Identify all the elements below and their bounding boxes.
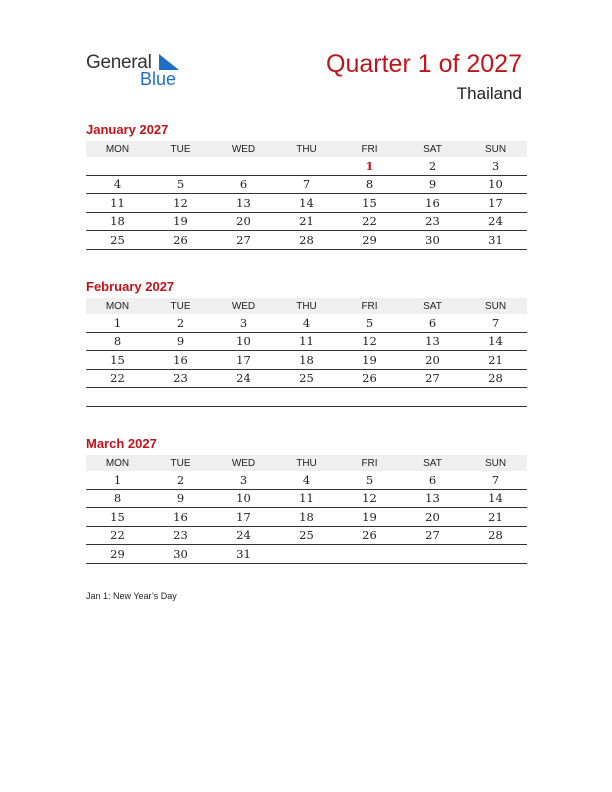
week-row <box>86 351 527 370</box>
day-cell: 7 <box>464 314 527 332</box>
day-cell: 15 <box>86 508 149 527</box>
day-cell: 18 <box>275 508 338 527</box>
weekday-header-row <box>86 455 527 471</box>
weekday-label: SUN <box>464 455 527 471</box>
day-cell: 15 <box>338 194 401 213</box>
day-cell: 30 <box>401 231 464 250</box>
day-cell: 5 <box>338 471 401 489</box>
week-row <box>86 175 527 194</box>
country-name: Thailand <box>456 84 522 103</box>
day-cell: 31 <box>212 545 275 564</box>
empty-day-cell <box>212 157 275 175</box>
day-cell: 31 <box>464 231 527 250</box>
day-cell: 27 <box>401 369 464 388</box>
brand-flag-icon <box>159 54 179 70</box>
empty-day-cell <box>275 545 338 564</box>
day-cell: 16 <box>149 508 212 527</box>
week-row <box>86 369 527 388</box>
week-row <box>86 388 527 407</box>
day-cell: 11 <box>86 194 149 213</box>
day-cell: 27 <box>212 231 275 250</box>
day-cell: 26 <box>149 231 212 250</box>
weekday-label: WED <box>212 298 275 314</box>
day-cell: 8 <box>86 332 149 351</box>
calendar-grid <box>86 298 527 407</box>
day-cell: 24 <box>212 369 275 388</box>
weekday-label: THU <box>275 455 338 471</box>
month-february <box>86 278 527 407</box>
day-cell: 4 <box>86 175 149 194</box>
day-cell: 26 <box>338 369 401 388</box>
day-cell: 10 <box>464 175 527 194</box>
day-cell: 17 <box>464 194 527 213</box>
weekday-header-row <box>86 141 527 157</box>
empty-day-cell <box>86 157 149 175</box>
day-cell: 4 <box>275 471 338 489</box>
day-cell: 25 <box>86 231 149 250</box>
empty-day-cell <box>86 388 149 407</box>
day-cell: 9 <box>149 489 212 508</box>
day-cell: 2 <box>149 314 212 332</box>
day-cell: 20 <box>401 351 464 370</box>
weekday-label: TUE <box>149 141 212 157</box>
day-cell: 12 <box>338 489 401 508</box>
brand-logo <box>86 52 196 92</box>
day-cell: 20 <box>401 508 464 527</box>
day-cell: 22 <box>338 212 401 231</box>
empty-day-cell <box>212 388 275 407</box>
day-cell: 1 <box>86 314 149 332</box>
day-cell: 27 <box>401 526 464 545</box>
day-cell: 14 <box>275 194 338 213</box>
weekday-label: TUE <box>149 298 212 314</box>
week-row <box>86 508 527 527</box>
day-cell: 15 <box>86 351 149 370</box>
day-cell: 7 <box>275 175 338 194</box>
week-row <box>86 194 527 213</box>
day-cell: 13 <box>401 332 464 351</box>
day-cell: 1 <box>338 157 401 175</box>
day-cell: 21 <box>464 508 527 527</box>
empty-day-cell <box>401 388 464 407</box>
day-cell: 11 <box>275 489 338 508</box>
day-cell: 17 <box>212 508 275 527</box>
weekday-label: THU <box>275 298 338 314</box>
day-cell: 1 <box>86 471 149 489</box>
day-cell: 12 <box>149 194 212 213</box>
day-cell: 29 <box>86 545 149 564</box>
month-title: February 2027 <box>86 279 175 294</box>
month-march <box>86 435 527 564</box>
day-cell: 28 <box>464 369 527 388</box>
day-cell: 30 <box>149 545 212 564</box>
day-cell: 16 <box>401 194 464 213</box>
day-cell: 12 <box>338 332 401 351</box>
weekday-label: FRI <box>338 141 401 157</box>
empty-day-cell <box>401 545 464 564</box>
day-cell: 29 <box>338 231 401 250</box>
day-cell: 20 <box>212 212 275 231</box>
week-row <box>86 157 527 175</box>
day-cell: 7 <box>464 471 527 489</box>
weekday-label: MON <box>86 298 149 314</box>
day-cell: 16 <box>149 351 212 370</box>
day-cell: 5 <box>338 314 401 332</box>
day-cell: 5 <box>149 175 212 194</box>
week-row <box>86 332 527 351</box>
empty-day-cell <box>149 157 212 175</box>
day-cell: 17 <box>212 351 275 370</box>
day-cell: 6 <box>401 471 464 489</box>
empty-day-cell <box>464 545 527 564</box>
day-cell: 22 <box>86 369 149 388</box>
weekday-label: SAT <box>401 141 464 157</box>
weekday-label: FRI <box>338 298 401 314</box>
empty-day-cell <box>275 388 338 407</box>
weekday-label: SAT <box>401 455 464 471</box>
week-row <box>86 231 527 250</box>
weekday-label: SAT <box>401 298 464 314</box>
day-cell: 24 <box>212 526 275 545</box>
week-row <box>86 545 527 564</box>
day-cell: 11 <box>275 332 338 351</box>
day-cell: 23 <box>149 369 212 388</box>
week-row <box>86 489 527 508</box>
day-cell: 21 <box>275 212 338 231</box>
day-cell: 25 <box>275 526 338 545</box>
weekday-label: TUE <box>149 455 212 471</box>
empty-day-cell <box>275 157 338 175</box>
page-title: Quarter 1 of 2027 <box>326 50 522 78</box>
day-cell: 19 <box>149 212 212 231</box>
day-cell: 23 <box>149 526 212 545</box>
calendar-grid <box>86 455 527 564</box>
day-cell: 10 <box>212 489 275 508</box>
month-title: March 2027 <box>86 436 157 451</box>
empty-day-cell <box>464 388 527 407</box>
day-cell: 22 <box>86 526 149 545</box>
week-row <box>86 526 527 545</box>
brand-blue-text: Blue <box>140 69 177 89</box>
day-cell: 2 <box>149 471 212 489</box>
day-cell: 28 <box>275 231 338 250</box>
day-cell: 6 <box>401 314 464 332</box>
calendar-grid <box>86 141 527 250</box>
day-cell: 26 <box>338 526 401 545</box>
weekday-label: WED <box>212 141 275 157</box>
weekday-label: FRI <box>338 455 401 471</box>
day-cell: 9 <box>401 175 464 194</box>
day-cell: 19 <box>338 351 401 370</box>
week-row <box>86 471 527 489</box>
day-cell: 13 <box>212 194 275 213</box>
day-cell: 18 <box>275 351 338 370</box>
weekday-label: THU <box>275 141 338 157</box>
week-row <box>86 212 527 231</box>
holiday-note: Jan 1: New Year’s Day <box>86 591 177 601</box>
day-cell: 3 <box>464 157 527 175</box>
day-cell: 21 <box>464 351 527 370</box>
day-cell: 6 <box>212 175 275 194</box>
weekday-label: SUN <box>464 298 527 314</box>
day-cell: 3 <box>212 314 275 332</box>
day-cell: 28 <box>464 526 527 545</box>
day-cell: 25 <box>275 369 338 388</box>
weekday-label: MON <box>86 455 149 471</box>
day-cell: 8 <box>86 489 149 508</box>
month-title: January 2027 <box>86 122 169 137</box>
brand-general-text: General <box>86 52 152 73</box>
day-cell: 24 <box>464 212 527 231</box>
weekday-label: SUN <box>464 141 527 157</box>
day-cell: 10 <box>212 332 275 351</box>
weekday-label: WED <box>212 455 275 471</box>
day-cell: 14 <box>464 489 527 508</box>
day-cell: 23 <box>401 212 464 231</box>
day-cell: 8 <box>338 175 401 194</box>
day-cell: 14 <box>464 332 527 351</box>
empty-day-cell <box>338 388 401 407</box>
month-january <box>86 121 527 250</box>
weekday-header-row <box>86 298 527 314</box>
day-cell: 3 <box>212 471 275 489</box>
day-cell: 2 <box>401 157 464 175</box>
weekday-label: MON <box>86 141 149 157</box>
day-cell: 4 <box>275 314 338 332</box>
day-cell: 9 <box>149 332 212 351</box>
empty-day-cell <box>149 388 212 407</box>
day-cell: 19 <box>338 508 401 527</box>
empty-day-cell <box>338 545 401 564</box>
day-cell: 18 <box>86 212 149 231</box>
week-row <box>86 314 527 332</box>
day-cell: 13 <box>401 489 464 508</box>
